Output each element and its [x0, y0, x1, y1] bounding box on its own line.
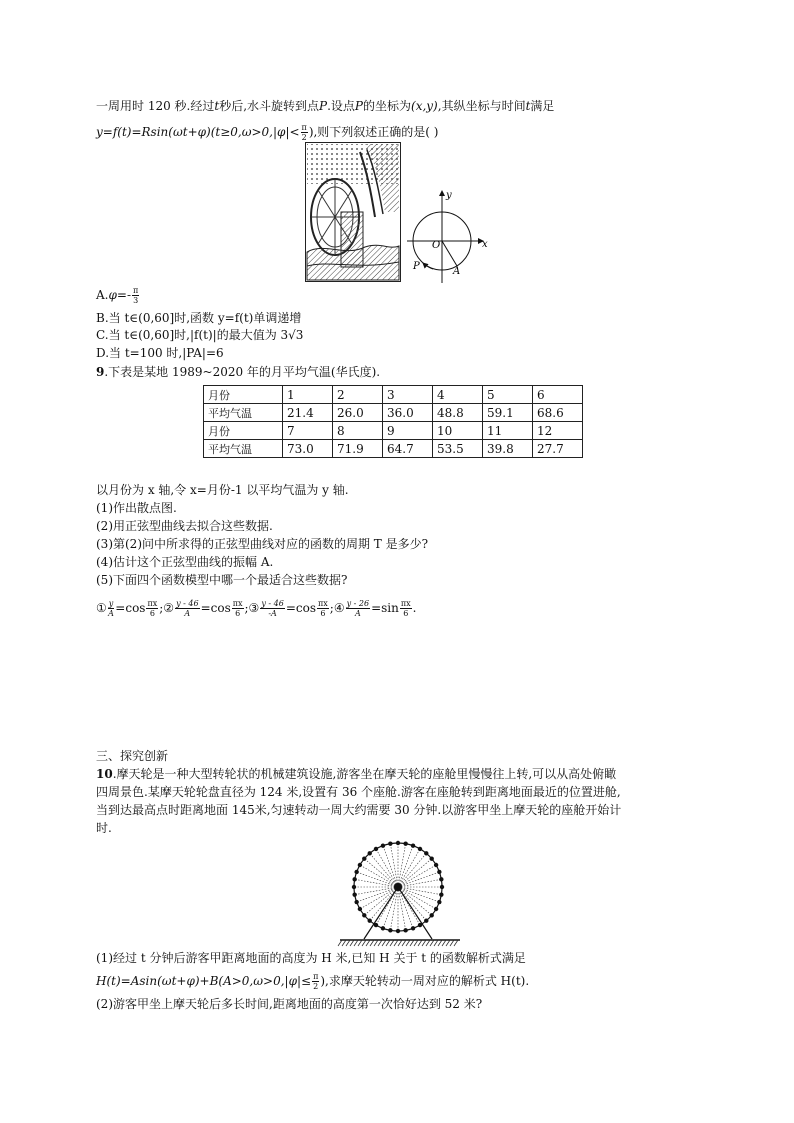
- table-cell: 26.0: [333, 404, 383, 422]
- section-heading: 三、探究创新: [96, 749, 169, 763]
- model-4-arg: [400, 599, 412, 618]
- frac-den: 6: [320, 609, 326, 618]
- q9-title-text: .下表是某地 1989~2020 年的月平均气温(华氏度).: [104, 365, 381, 379]
- model-3-arg: [317, 599, 329, 618]
- ground-hatch: [382, 940, 386, 946]
- table-cell: 9: [383, 422, 433, 440]
- cabin: [411, 843, 415, 847]
- option-d: D.当 t=100 时,|PA|=6: [96, 346, 224, 360]
- table-cell: 2: [333, 386, 383, 404]
- table-row: [204, 422, 583, 440]
- table-cell: 10: [433, 422, 483, 440]
- cabin: [439, 892, 443, 896]
- frac-num: πx: [232, 599, 243, 608]
- model-4-lhs: [346, 599, 371, 618]
- ground-hatch: [410, 940, 414, 946]
- cabin: [424, 919, 428, 923]
- frac-den: A: [108, 609, 114, 618]
- model-mark: ;③: [244, 601, 260, 615]
- cabin: [362, 857, 366, 861]
- q10-formula-tail: ),求摩天轮转动一周对应的解析式 H(t).: [320, 974, 530, 988]
- ground-hatch: [386, 940, 390, 946]
- ground-hatch: [422, 940, 426, 946]
- q9-sub5: (5)下面四个函数模型中哪一个最适合这些数据?: [96, 573, 348, 587]
- cabin: [362, 913, 366, 917]
- table-header-month: 月份: [204, 386, 283, 404]
- q10-line1: [96, 766, 616, 782]
- cabin: [437, 870, 441, 874]
- ground-hatch: [438, 940, 442, 946]
- wheel-spoke: [390, 844, 398, 887]
- q8-line1: [96, 98, 554, 114]
- cabin: [434, 863, 438, 867]
- pi-over-3: [132, 286, 139, 305]
- frac-num: y - 46: [176, 599, 199, 608]
- ground-hatch: [350, 940, 354, 946]
- ground-hatch: [342, 940, 346, 946]
- cabin: [352, 885, 356, 889]
- table-row: [204, 440, 583, 458]
- q9-sub3: (3)第(2)问中所求得的正弦型曲线对应的函数的周期 T 是多少?: [96, 537, 429, 551]
- frac-den: -A: [268, 609, 277, 618]
- temperature-table: [203, 385, 583, 458]
- table-cell: 64.7: [383, 440, 433, 458]
- option-a: [96, 286, 140, 305]
- question-number: 9: [96, 365, 105, 379]
- cabin: [418, 847, 422, 851]
- cabin: [439, 877, 443, 881]
- ground-hatch: [442, 940, 446, 946]
- cabin: [411, 926, 415, 930]
- cabin: [358, 863, 362, 867]
- wheel-spoke: [355, 879, 398, 887]
- table-cell: 21.4: [283, 404, 333, 422]
- q10-line2: 四周景色.某摩天轮轮盘直径为 124 米,设置有 36 个座舱.游客在座舱转到距离地面最近的位置进舱,: [96, 785, 621, 799]
- table-cell: 12: [533, 422, 583, 440]
- table-cell: 48.8: [433, 404, 483, 422]
- label-P: P: [413, 261, 420, 272]
- q8-text: 一周用时 120 秒.经过: [96, 99, 215, 113]
- ground-hatch: [354, 940, 358, 946]
- cabin: [403, 928, 407, 932]
- ground-hatch: [454, 940, 458, 946]
- table-cell: 27.7: [533, 440, 583, 458]
- wheel-spoke: [355, 887, 398, 895]
- ground-hatch: [406, 940, 410, 946]
- option-a-phi: φ=-: [108, 288, 131, 302]
- cabin: [352, 877, 356, 881]
- option-a-label: A.: [96, 288, 109, 302]
- ground-hatch: [426, 940, 430, 946]
- cabin: [437, 900, 441, 904]
- table-header-month: 月份: [204, 422, 283, 440]
- var-P: P: [319, 99, 328, 113]
- table-cell: 71.9: [333, 440, 383, 458]
- q10-sub2: (2)游客甲坐上摩天轮后多长时间,距离地面的高度第一次恰好达到 52 米?: [96, 997, 483, 1011]
- frac-den: 3: [133, 296, 139, 305]
- table-row: [204, 386, 583, 404]
- cabin: [381, 926, 385, 930]
- model-3-lhs: [260, 599, 285, 618]
- frac-den: 2: [301, 133, 307, 142]
- table-row: [204, 404, 583, 422]
- cabin: [352, 892, 356, 896]
- frac-den: A: [184, 609, 191, 618]
- label-y: y: [446, 190, 452, 201]
- ground-hatch: [378, 940, 382, 946]
- cabin: [396, 841, 400, 845]
- table-cell: 8: [333, 422, 383, 440]
- q9-sub2: (2)用正弦型曲线去拟合这些数据.: [96, 519, 273, 533]
- model-1-lhs: [108, 599, 115, 618]
- table-cell: 6: [533, 386, 583, 404]
- ground-hatch: [434, 940, 438, 946]
- model-1-arg: [146, 599, 158, 618]
- frac-den: 2: [313, 982, 319, 991]
- ground-hatch: [418, 940, 422, 946]
- frac-num: πx: [147, 599, 158, 608]
- table-cell: 39.8: [483, 440, 533, 458]
- frac-num: y - 46: [261, 599, 284, 608]
- model-eq: =cos: [200, 601, 231, 615]
- var-t: t: [214, 99, 220, 113]
- q10-formula: H(t)=Asin(ωt+φ)+B(A>0,ω>0,|φ|≤: [96, 974, 312, 988]
- wheel-spoke: [398, 844, 406, 887]
- q9-title: [96, 364, 380, 380]
- cabin: [403, 841, 407, 845]
- q9-sub4: (4)估计这个正弦型曲线的振幅 A.: [96, 555, 274, 569]
- model-mark: ;④: [329, 601, 345, 615]
- q10-line3: 当到达最高点时距离地面 145米,匀速转动一周大约需要 30 分钟.以游客甲坐上摩天轮的座舱开始计: [96, 803, 622, 817]
- table-cell: 1: [283, 386, 333, 404]
- model-mark: ①: [96, 601, 107, 615]
- radius-OA: [442, 241, 457, 266]
- q8-formula-tail: ),则下列叙述正确的是( ): [308, 125, 439, 139]
- frac-num: y: [108, 599, 114, 608]
- ground-hatch: [346, 940, 350, 946]
- cabin: [434, 907, 438, 911]
- wheel-spoke: [398, 887, 441, 895]
- ground-hatch: [394, 940, 398, 946]
- var-t: t: [525, 99, 531, 113]
- ground-hatch: [390, 940, 394, 946]
- ground-hatch: [450, 940, 454, 946]
- ground-hatch: [374, 940, 378, 946]
- water-wheel-illustration: [305, 142, 401, 282]
- model-eq: =cos: [285, 601, 316, 615]
- q8-text: 满足: [530, 99, 555, 113]
- table-cell: 5: [483, 386, 533, 404]
- table-cell: 73.0: [283, 440, 333, 458]
- table-cell: 59.1: [483, 404, 533, 422]
- cabin: [381, 843, 385, 847]
- pi-over-2: [312, 972, 319, 991]
- label-O: O: [432, 240, 441, 251]
- ground-hatch: [402, 940, 406, 946]
- q9-sub1: (1)作出散点图.: [96, 501, 177, 515]
- ground-hatch: [366, 940, 370, 946]
- q8-text: .设点: [327, 99, 355, 113]
- q8-line2: [96, 123, 439, 142]
- q10-line4: 时.: [96, 821, 112, 835]
- ground-hatch: [398, 940, 402, 946]
- table-cell: 4: [433, 386, 483, 404]
- q9-intro: 以月份为 x 轴,令 x=月份-1 以平均气温为 y 轴.: [96, 483, 349, 497]
- label-x: x: [482, 239, 488, 250]
- table-cell: 11: [483, 422, 533, 440]
- frac-den: A: [354, 609, 361, 618]
- cabin: [430, 857, 434, 861]
- frac-den: 6: [149, 609, 155, 618]
- q8-text: 的坐标为: [363, 99, 412, 113]
- cabin: [388, 928, 392, 932]
- ground-hatch: [362, 940, 366, 946]
- ground-hatch: [358, 940, 362, 946]
- model-mark: ;②: [159, 601, 175, 615]
- table-cell: 36.0: [383, 404, 433, 422]
- cabin: [440, 885, 444, 889]
- frac-num: πx: [400, 599, 411, 608]
- cabin: [354, 870, 358, 874]
- cabin: [354, 900, 358, 904]
- model-eq: =sin: [371, 601, 399, 615]
- table-cell: 68.6: [533, 404, 583, 422]
- cabin: [368, 919, 372, 923]
- q8-text: 秒后,水斗旋转到点: [219, 99, 320, 113]
- var-P: P: [354, 99, 363, 113]
- q10-sub1-line2: [96, 972, 529, 991]
- cabin: [430, 913, 434, 917]
- cabin: [396, 929, 400, 933]
- model-eq: =cos: [115, 601, 146, 615]
- cabin: [424, 851, 428, 855]
- ground-hatch: [370, 940, 374, 946]
- table-cell: 3: [383, 386, 433, 404]
- q8-formula: y=f(t)=Rsin(ωt+φ)(t≥0,ω>0,|φ|<: [96, 125, 300, 139]
- wheel-spoke: [398, 879, 441, 887]
- q8-text: ,其纵坐标与时间: [437, 99, 526, 113]
- model-end: .: [412, 601, 417, 615]
- frac-den: 6: [403, 609, 409, 618]
- cabin: [358, 907, 362, 911]
- cabin: [374, 847, 378, 851]
- var-xy: (x,y): [411, 99, 438, 113]
- table-header-temp: 平均气温: [204, 404, 283, 422]
- cabin: [368, 851, 372, 855]
- q9-models: [96, 596, 416, 620]
- ground-hatch: [446, 940, 450, 946]
- ferris-wheel-diagram: [336, 836, 464, 952]
- unit-circle-diagram: [405, 185, 495, 285]
- q10-text: .摩天轮是一种大型转轮状的机械建筑设施,游客坐在摩天轮的座舱里慢慢往上转,可以从高处俯瞰: [112, 767, 617, 781]
- ground-hatch: [338, 940, 342, 946]
- frac-num: π: [313, 972, 319, 981]
- table-cell: 53.5: [433, 440, 483, 458]
- question-number: 10: [96, 767, 113, 781]
- model-2-lhs: [175, 599, 200, 618]
- option-b: B.当 t∈(0,60]时,函数 y=f(t)单调递增: [96, 311, 302, 325]
- option-c: C.当 t∈(0,60]时,|f(t)|的最大值为 3√3: [96, 328, 304, 342]
- frac-num: y - 26: [346, 599, 370, 608]
- table-cell: 7: [283, 422, 333, 440]
- frac-num: π: [133, 286, 139, 295]
- label-A: A: [453, 266, 461, 277]
- ground-hatch: [430, 940, 434, 946]
- frac-den: 6: [235, 609, 241, 618]
- table-header-temp: 平均气温: [204, 440, 283, 458]
- frac-num: π: [301, 123, 307, 132]
- cabin: [388, 841, 392, 845]
- frac-num: πx: [318, 599, 328, 608]
- q10-sub1-line1: (1)经过 t 分钟后游客甲距离地面的高度为 H 米,已知 H 关于 t 的函数解析式满足: [96, 951, 526, 965]
- ground-hatch: [414, 940, 418, 946]
- pi-over-2: [301, 123, 308, 142]
- model-2-arg: [232, 599, 244, 618]
